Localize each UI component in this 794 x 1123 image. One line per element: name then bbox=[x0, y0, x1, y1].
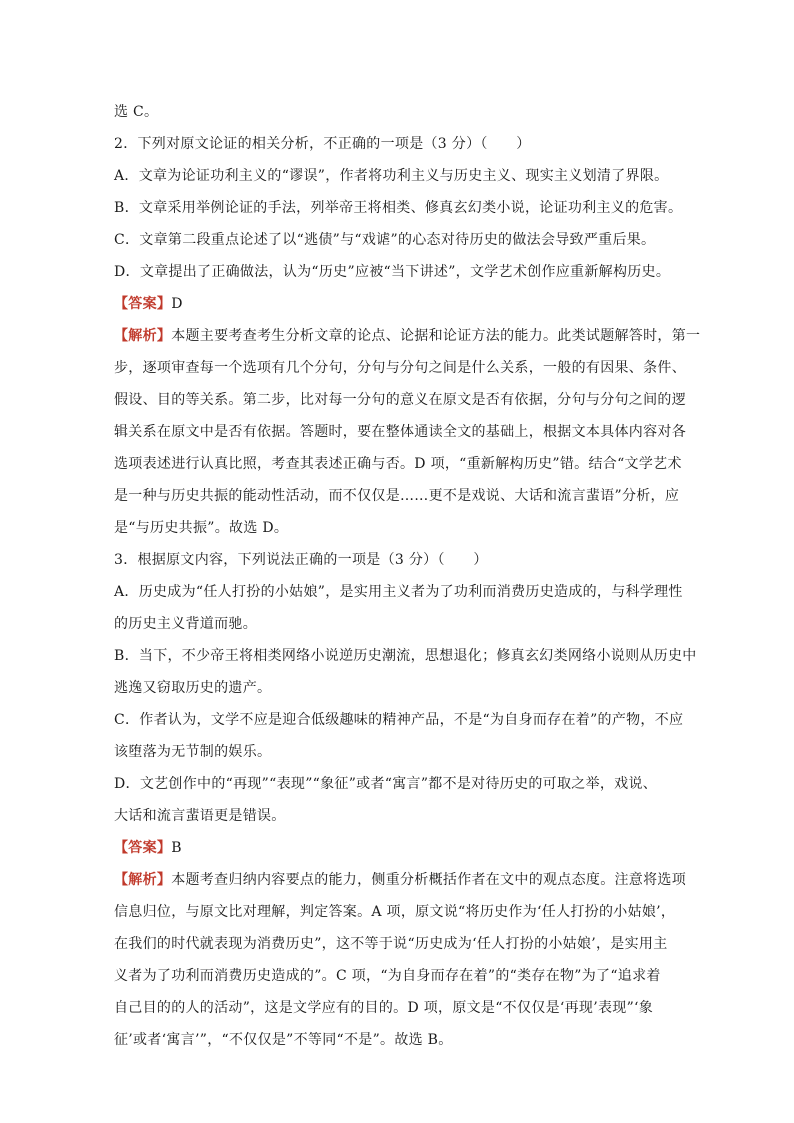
option-a: A．历史成为“任人打扮的小姑娘”，是实用主义者为了功利而消费历史造成的，与科学理性 bbox=[114, 584, 683, 600]
analysis-line bbox=[114, 871, 686, 889]
text-line: 是一种与历史共振的能动性活动，而不仅仅是……更不是戏说、大话和流言蜚语”分析，应 bbox=[114, 488, 680, 504]
text-line: 的历史主义背道而驰。 bbox=[114, 616, 257, 632]
option-b: B．文章采用举例论证的手法，列举帝王将相类、修真玄幻类小说，论证功利主义的危害。 bbox=[114, 200, 683, 216]
option-c: C．作者认为，文学不应是迎合低级趣味的精神产品，不是“为自身而存在着”的产物，不应 bbox=[114, 712, 684, 728]
text-line: 信息归位，与原文比对理解，判定答案。A 项，原文说“将历史作为‘任人打扮的小姑娘’， bbox=[114, 904, 676, 920]
text-line: 该堕落为无节制的娱乐。 bbox=[114, 744, 272, 760]
option-a: A．文章为论证功利主义的“谬误”，作者将功利主义与历史主义、现实主义划清了界限。 bbox=[114, 168, 669, 184]
question-3: 3．根据原文内容，下列说法正确的一项是（3 分）（ ） bbox=[114, 552, 488, 568]
option-d: D．文章提出了正确做法，认为“历史”应被“当下讲述”，文学艺术创作应重新解构历史。 bbox=[114, 264, 671, 280]
answer-value: B bbox=[171, 840, 182, 856]
text-line: 自己目的的人的活动”，这是文学应有的目的。D 项，原文是“不仅仅是‘再现’表现”‘象 bbox=[114, 1000, 654, 1016]
text-line: 辑关系在原文中是否有依据。答题时，要在整体通读全文的基础上，根据文本具体内容对各 bbox=[114, 424, 686, 440]
text-line: 义者为了功利而消费历史造成的”。C 项，“为自身而存在着”的“类存在物”为了“追求着 bbox=[114, 968, 661, 984]
analysis-text: 本题考查归纳内容要点的能力，侧重分析概括作者在文中的观点态度。注意将选项 bbox=[171, 872, 687, 888]
option-c: C．文章第二段重点论述了以“逃债”与“戏谑”的心态对待历史的做法会导致严重后果。 bbox=[114, 232, 656, 248]
text-line: 是“与历史共振”。故选 D。 bbox=[114, 520, 289, 536]
text-line: 选 C。 bbox=[114, 104, 159, 120]
answer-tag: 【答案】 bbox=[114, 296, 172, 312]
answer-line bbox=[114, 295, 183, 313]
text-line: 步，逐项审查每一个选项有几个分句，分句与分句之间是什么关系，一般的有因果、条件、 bbox=[114, 360, 686, 376]
text-line: 逃逸又窃取历史的遗产。 bbox=[114, 680, 272, 696]
option-b: B．当下，不少帝王将相类网络小说逆历史潮流，思想退化；修真玄幻类网络小说则从历史中 bbox=[114, 648, 697, 664]
text-line: 大话和流言蜚语更是错误。 bbox=[114, 808, 286, 824]
answer-line bbox=[114, 839, 182, 857]
text-line: 征’或者‘寓言’”，“不仅仅是”不等同“不是”。故选 B。 bbox=[114, 1032, 453, 1048]
analysis-text: 本题主要考查考生分析文章的论点、论据和论证方法的能力。此类试题解答时，第一 bbox=[171, 328, 701, 344]
analysis-tag: 【解析】 bbox=[114, 872, 172, 888]
text-line: 假设、目的等关系。第二步，比对每一分句的意义在原文是否有依据，分句与分句之间的逻 bbox=[114, 392, 686, 408]
option-d: D．文艺创作中的“再现”“表现”“象征”或者“寓言”都不是对待历史的可取之举，戏说、 bbox=[114, 776, 658, 792]
analysis-line bbox=[114, 327, 700, 345]
text-line: 在我们的时代就表现为消费历史”，这不等于说“历史成为‘任人打扮的小姑娘’，是实用主 bbox=[114, 936, 668, 952]
answer-tag: 【答案】 bbox=[114, 840, 172, 856]
analysis-tag: 【解析】 bbox=[114, 328, 172, 344]
answer-value: D bbox=[171, 296, 183, 312]
text-line: 选项表述进行认真比照，考查其表述正确与否。D 项，“重新解构历史”错。结合“文学艺术 bbox=[114, 456, 682, 472]
question-2: 2．下列对原文论证的相关分析，不正确的一项是（3 分）（ ） bbox=[114, 136, 531, 152]
